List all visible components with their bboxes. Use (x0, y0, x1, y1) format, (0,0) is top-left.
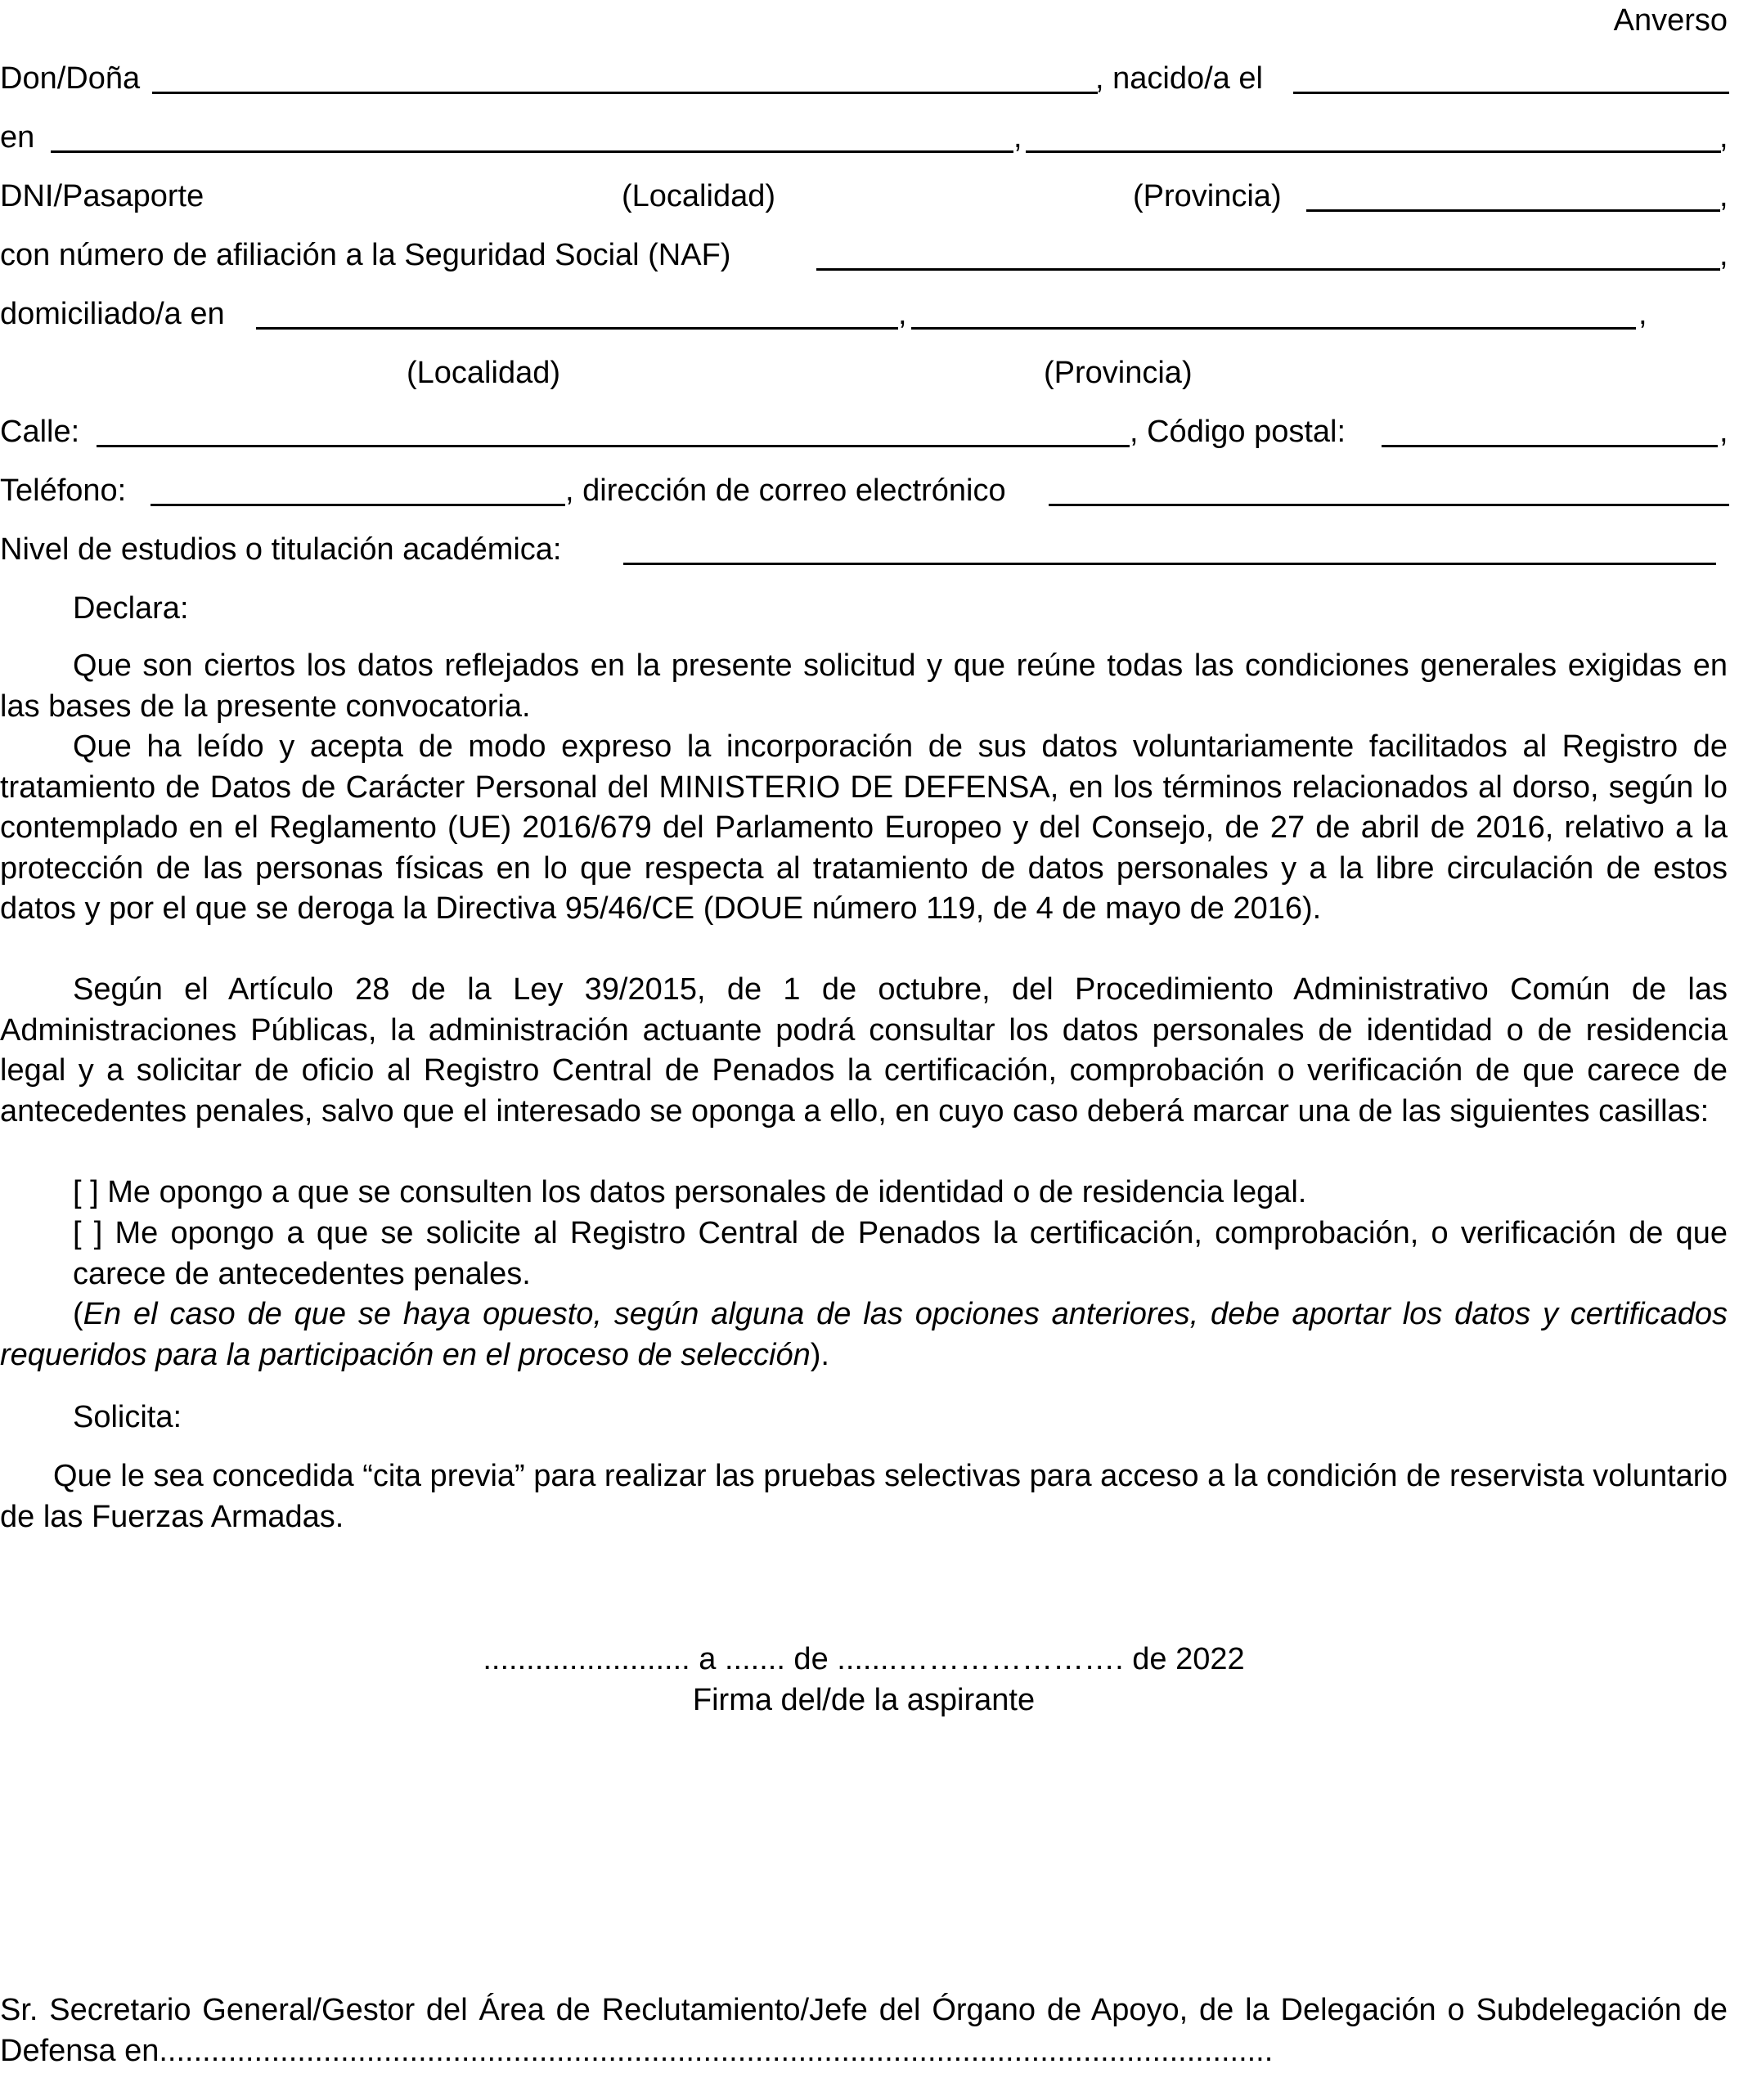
addressee-paragraph: Sr. Secretario General/Gestor del Área de Reclutamiento/Jefe del Órgano de Apoyo, de la Delegación o Subdelegación de Defensa en................................................................................................................................. (0, 1993, 1728, 2068)
note-open-paren: ( (73, 1297, 83, 1331)
naf-field[interactable] (816, 268, 1720, 271)
residence-province-field[interactable] (911, 327, 1636, 330)
comma-5: , (898, 297, 907, 331)
codigo-postal-label: , Código postal: (1130, 415, 1346, 449)
solicita-heading: Solicita: (73, 1400, 182, 1434)
declara-heading: Declara: (73, 591, 189, 626)
street-field[interactable] (97, 445, 1130, 447)
comma-1: , (1013, 120, 1022, 155)
correo-label: , dirección de correo electrónico (565, 473, 1006, 508)
dni-field[interactable] (1306, 209, 1720, 212)
note-italic-text: En el caso de que se haya opuesto, según alguna de las opciones anteriores, debe aportar los datos y certificados requeridos para la participación en el proceso de selección (0, 1297, 1728, 1372)
birth-province-field[interactable] (1026, 150, 1721, 153)
opposition-option-2[interactable]: [ ] Me opongo a que se solicite al Registro Central de Penados la certificación, comprobación, o verificación de que carece de antecedentes penales. (73, 1216, 1728, 1291)
declara-paragraph-3: Según el Artículo 28 de la Ley 39/2015, de 1 de octubre, del Procedimiento Administrativo Común de las Administraciones Públicas, la administración actuante podrá consultar los datos personales de identidad o de residencia legal y a solicitar de oficio al Registro Central de Penados la certificación, comprobación o verificación de que carece de antecedentes penales, salvo que el interesado se oponga a ello, en cuyo caso deberá marcar una de las siguientes casillas: (0, 972, 1728, 1129)
opposition-option-1[interactable]: [ ] Me opongo a que se consulten los datos personales de identidad o de residencia legal. (73, 1175, 1307, 1209)
signature-label: Firma del/de la aspirante (692, 1683, 1036, 1717)
residence-locality-field[interactable] (256, 327, 898, 330)
name-field[interactable] (152, 92, 1098, 94)
dni-label: DNI/Pasaporte (0, 179, 204, 213)
birthdate-field[interactable] (1293, 92, 1729, 94)
en-label: en (0, 120, 35, 155)
comma-2: , (1719, 120, 1728, 155)
opposition-note (0, 1295, 1728, 1375)
localidad-caption-1: (Localidad) (622, 179, 775, 213)
comma-7: , (1719, 415, 1728, 449)
nacido-label: , nacido/a el (1095, 61, 1263, 96)
telefono-label: Teléfono: (0, 473, 127, 508)
declara-paragraph-1: Que son ciertos los datos reflejados en la presente solicitud y que reúne todas las condiciones generales exigidas en las bases de la presente convocatoria. (0, 648, 1728, 724)
note-close-paren: ). (810, 1337, 829, 1372)
localidad-caption-2: (Localidad) (407, 356, 560, 390)
provincia-caption-1: (Provincia) (1133, 179, 1282, 213)
declara-paragraph-2: Que ha leído y acepta de modo expreso la incorporación de sus datos voluntariamente facilitados al Registro de tratamiento de Datos de Carácter Personal del MINISTERIO DE DEFENSA, en los términos relacionados al dorso, según lo contemplado en el Reglamento (UE) 2016/679 del Parlamento Europeo y del Consejo, de 27 de abril de 2016, relativo a la protección de las personas físicas en lo que respecta al tratamiento de datos personales y a la libre circulación de estos datos y por el que se deroga la Directiva 95/46/CE (DOUE número 119, de 4 de mayo de 2016). (0, 729, 1728, 926)
comma-4: , (1719, 238, 1728, 272)
postal-code-field[interactable] (1382, 445, 1718, 447)
education-field[interactable] (623, 563, 1716, 565)
phone-field[interactable] (151, 504, 565, 506)
signature-date-line[interactable]: ........................ a ....... de .......…………………. de 2022 (483, 1642, 1245, 1676)
comma-3: , (1719, 179, 1728, 213)
naf-label: con número de afiliación a la Seguridad Social (NAF) (0, 238, 731, 272)
solicita-paragraph: Que le sea concedida “cita previa” para realizar las pruebas selectivas para acceso a la condición de reservista voluntario de las Fuerzas Armadas. (0, 1459, 1728, 1534)
comma-6: , (1638, 297, 1647, 331)
provincia-caption-2: (Provincia) (1044, 356, 1193, 390)
email-field[interactable] (1049, 504, 1729, 506)
don-dona-label: Don/Doña (0, 61, 141, 96)
nivel-estudios-label: Nivel de estudios o titulación académica: (0, 532, 562, 567)
anverso-label: Anverso (1613, 3, 1728, 38)
calle-label: Calle: (0, 415, 80, 449)
birth-locality-field[interactable] (51, 150, 1013, 153)
domiciliado-label: domiciliado/a en (0, 297, 225, 331)
